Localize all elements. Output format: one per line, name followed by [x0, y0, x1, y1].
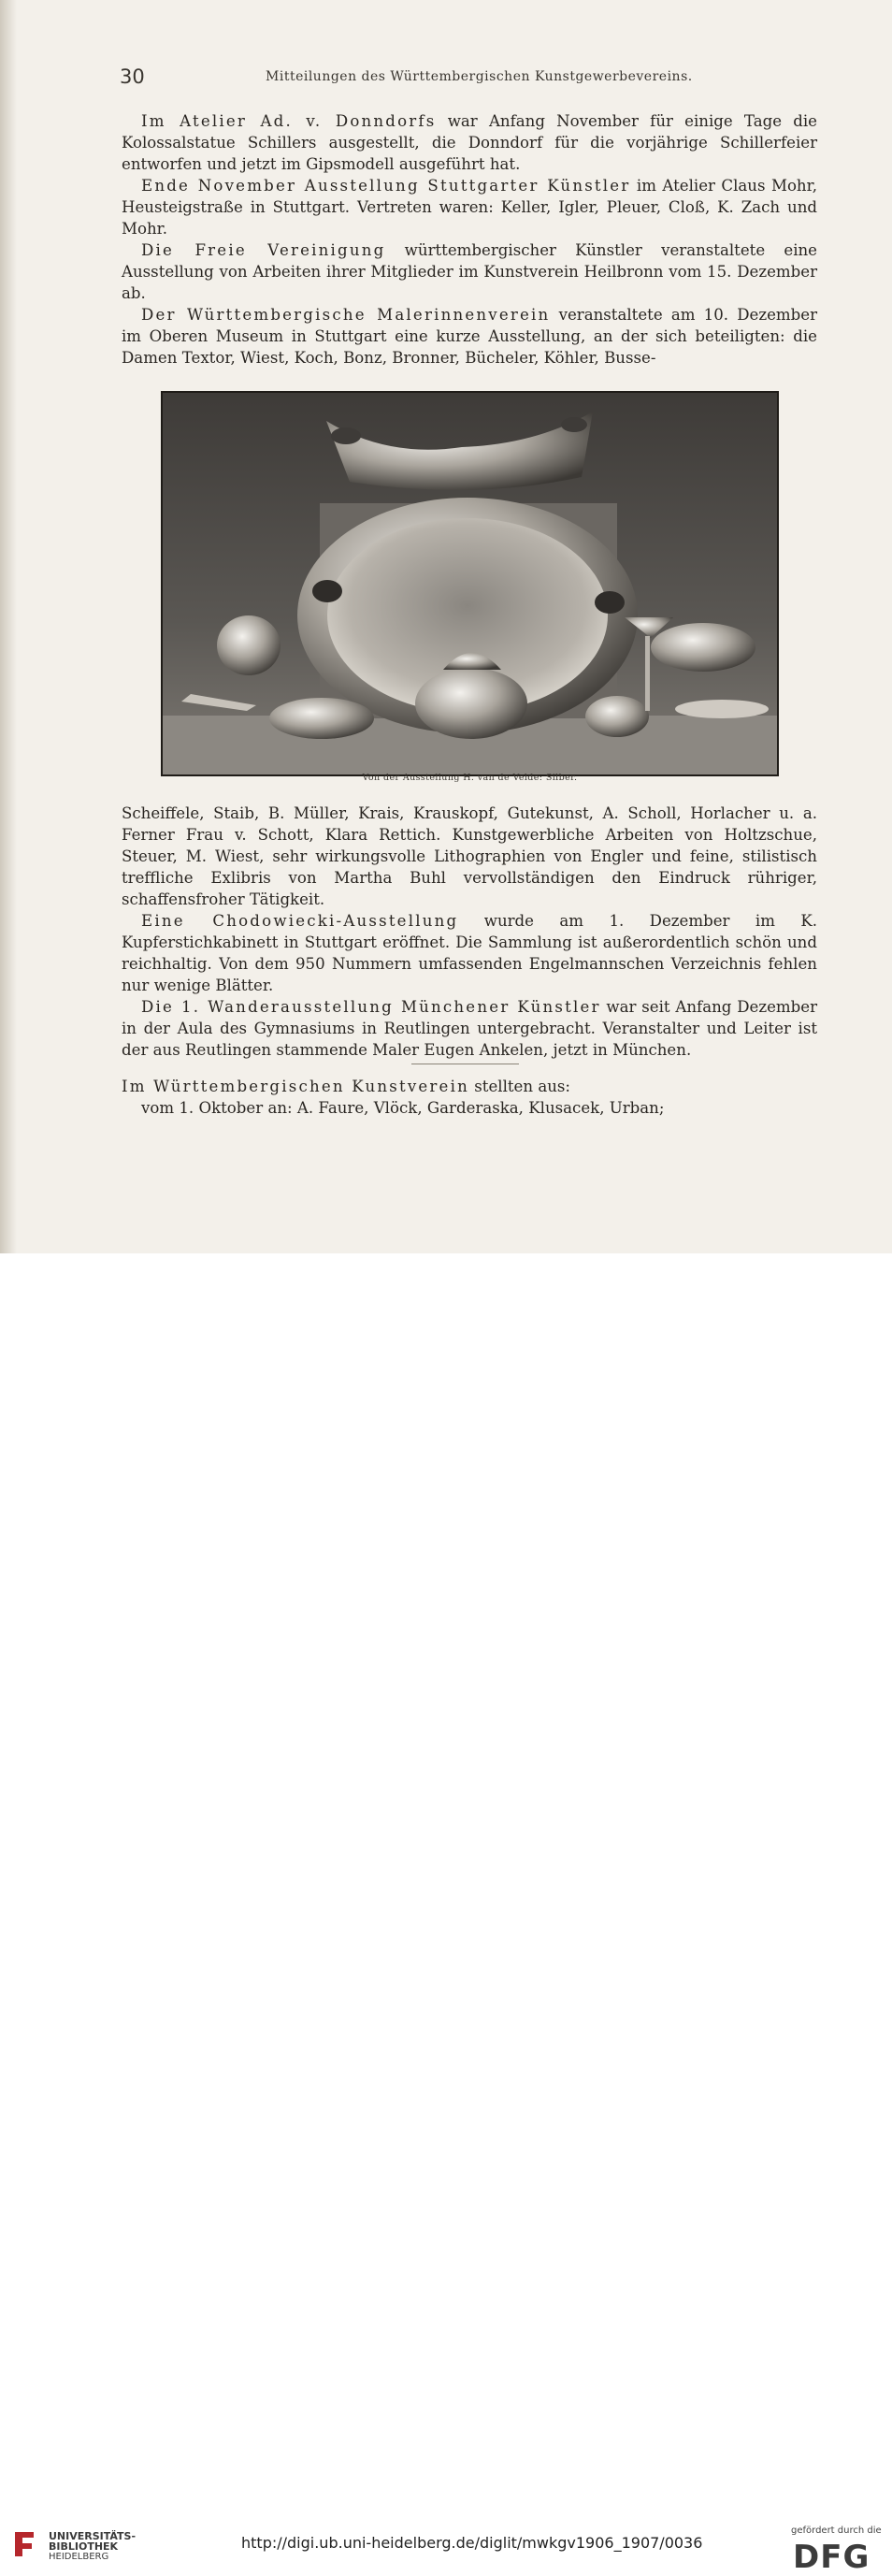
- silverware-photograph: [161, 391, 779, 776]
- digitization-footer: [0, 1253, 892, 2576]
- dfg-logo: DFG: [793, 2539, 870, 2576]
- figure-caption: Von der Ausstellung H. van de Velde: Silber.: [362, 773, 578, 783]
- funded-by-label: gefördert durch die: [791, 2525, 882, 2536]
- page-gutter-shadow: [0, 0, 17, 1253]
- permalink-url[interactable]: http://digi.ub.uni-heidelberg.de/diglit/mwkgv1906_1907/0036: [241, 2534, 703, 2552]
- library-logo-icon: [9, 2528, 41, 2560]
- paragraph-stuttgarter-kuenstler: Ende November Ausstellung Stuttgarter Künstler im Atelier Claus Mohr, Heusteigstraße in Stuttgart. Vertreten waren: Keller, Igler, Pleuer, Cloß, K. Zach und Mohr.: [122, 177, 818, 238]
- section-line-oktober: vom 1. Oktober an: A. Faure, Vlöck, Garderaska, Klusacek, Urban;: [141, 1099, 665, 1117]
- paragraph-malerinnenverein: Der Württembergische Malerinnenverein veranstaltete am 10. Dezember im Oberen Museum in Stuttgart eine kurze Ausstellung, an der sich beteiligten: die Damen Textor, Wiest, Koch, Bonz, Bronner, Bücheler, Köhler, Busse-: [122, 306, 818, 367]
- paragraph-freie-vereinigung: Die Freie Vereinigung württembergischer Künstler veranstaltete eine Ausstellung von Arbeiten ihrer Mitglieder im Kunstverein Heilbronn vom 15. Dezember ab.: [122, 241, 818, 302]
- paragraph-participants-continued: Scheiffele, Staib, B. Müller, Krais, Krauskopf, Gutekunst, A. Scholl, Horlacher u. a. Ferner Frau v. Schott, Klara Rettich. Kunstgewerbliche Arbeiten von Holtzschue, Steuer, M. Wiest, sehr wirkungsvolle Lithographien von Engler und feine, stilistisch treffliche Exlibris von Martha Buhl vervollständigen den Eindruck rühriger, schaffensfroher Tätigkeit.: [122, 804, 817, 908]
- document-page: [0, 0, 892, 1253]
- paragraph-chodowiecki: Eine Chodowiecki-Ausstellung wurde am 1. Dezember im K. Kupferstichkabinett in Stuttgart eröffnet. Die Sammlung ist außerordentlich schön und reichhaltig. Von dem 950 Nummern umfassenden Engelmannschen Verzeichnis fehlen nur wenige Blätter.: [122, 912, 818, 994]
- paragraph-donndorf: Im Atelier Ad. v. Donndorfs war Anfang November für einige Tage die Kolossalstatue Schillers ausgestellt, die Donndorf für die vorjährige Schillerfeier entworfen und jetzt im Gipsmodell ausgeführt hat.: [122, 112, 817, 173]
- running-head: Mitteilungen des Württembergischen Kunstgewerbevereins.: [266, 69, 693, 84]
- page-number: 30: [120, 65, 145, 88]
- bottom-text-block: [122, 803, 817, 1119]
- top-text-block: [122, 110, 817, 369]
- library-name: UNIVERSITÄTS- BIBLIOTHEK HEIDELBERG: [49, 2530, 137, 2562]
- silverware-photo-illustration: [163, 393, 777, 774]
- section-heading-kunstverein: Im Württembergischen Kunstverein stellten aus:: [122, 1078, 571, 1095]
- paragraph-wanderausstellung: Die 1. Wanderausstellung Münchener Künstler war seit Anfang Dezember in der Aula des Gymnasiums in Reutlingen untergebracht. Veranstalter und Leiter ist der aus Reutlingen stammende Maler Eugen Ankelen, jetzt in München.: [122, 998, 817, 1059]
